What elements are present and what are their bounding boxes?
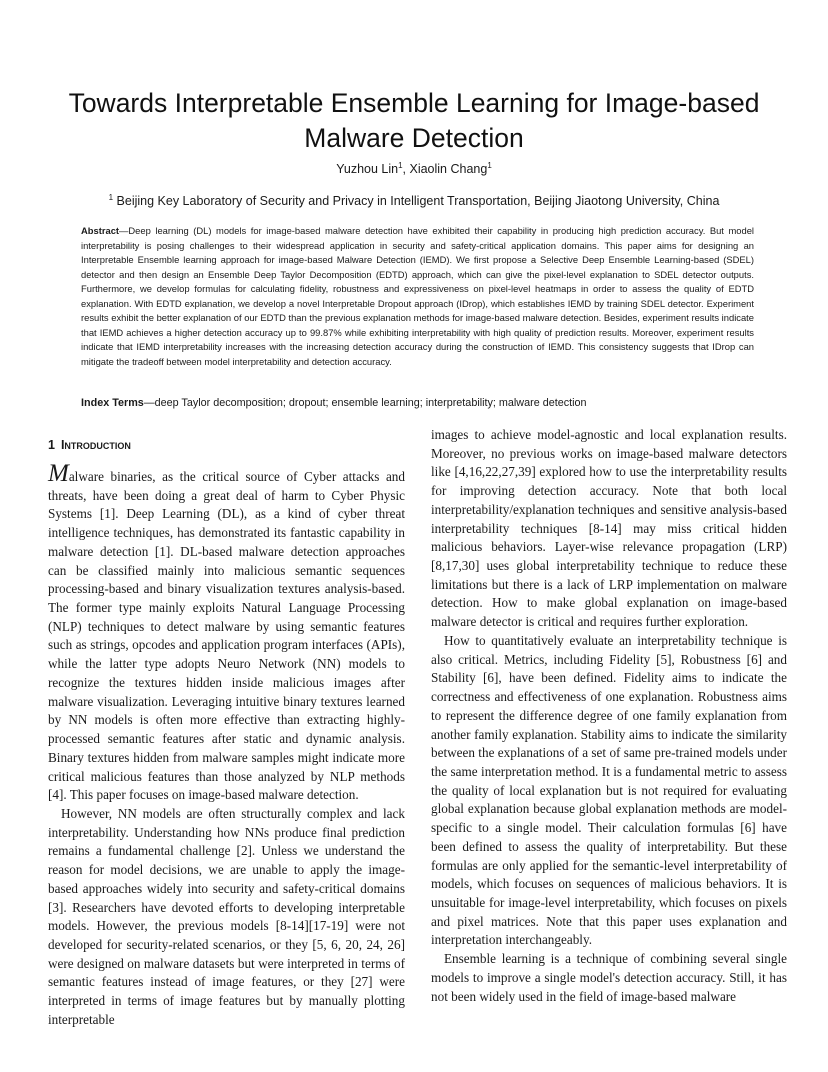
left-column — [48, 460, 405, 1030]
abstract-text: —Deep learning (DL) models for image-based malware detection have exhibited their capability in producing high prediction accuracy. But model interpretability is posing challenges to their widespread application in security and safety-critical application domains. This paper aims for designing an Interpretable Ensemble learning approach for image-based Malware Detection (IEMD). We first propose a Selective Deep Ensemble Learning-based (SDEL) detector and then design an Ensemble Deep Taylor Decomposition (EDTD) approach, which can give the pixel-level explanation to SDEL detector outputs. Furthermore, we develop formulas for calculating fidelity, robustness and expressiveness on pixel-level heatmaps in order to assess the quality of EDTD explanation. With EDTD explanation, we develop a novel Interpretable Dropout approach (IDrop), which establishes IEMD by training SDEL detector. Experiment results exhibit the better explanation of our EDTD than the previous explanation methods for image-based malware detection. Besides, experiment results indicate that IEMD achieves a higher detection accuracy up to 99.87% while exhibiting interpretability with high quality of prediction results. Moreover, experiment results indicate that IEMD interpretability increases with the increasing detection accuracy during the construction of IEMD. This consistency suggests that IDrop can mitigate the tradeoff between model interpretability and detection accuracy. — [81, 225, 754, 367]
affiliation-mark: 1 — [398, 161, 403, 170]
body-paragraph: However, NN models are often structurally complex and lack interpretability. Understanding how NNs produce final prediction remains a fundamental challenge [2]. Unless we understand the reason for model decisions, we are unable to apply the image-based approaches widely into security and safety-critical domains [3]. Researchers have devoted efforts to developing interpretable models. However, the previous models [8-14][17-19] were not developed for security-related scenarios, or they [5, 6, 20, 24, 26] were designed on malware datasets but were interpreted in terms of semantic features instead of image features, or they [27] were interpreted in terms of image features but by manually plotting interpretable — [48, 805, 405, 1027]
index-terms-label: Index Terms — [81, 397, 144, 409]
body-paragraph — [48, 460, 405, 805]
author-name: Yuzhou Lin — [336, 162, 399, 176]
affiliation-mark: 1 — [487, 161, 492, 170]
body-paragraph: images to achieve model-agnostic and local explanation results. Moreover, no previous works on image-based malware detectors like [4,16,22,27,39] explored how to use the interpretability results for improving detection accuracy. Note that both local interpretability/explanation techniques and sensitive analysis-based interpretability techniques [8-14] may miss critical hidden malicious behaviors. Layer-wise relevance propagation (LRP) [8,17,30] uses global interpretability technique to reduce these limitations but there is a lack of LRP implementation on malware detection. How to make global explanation on image-based malware detector is critical and requires further exploration. — [431, 427, 787, 630]
drop-cap: M — [48, 460, 69, 487]
affiliation-text: Beijing Key Laboratory of Security and Privacy in Intelligent Transportation, Beijing Jiaotong University, China — [116, 194, 720, 208]
affiliation — [0, 194, 828, 208]
section-heading — [48, 438, 131, 452]
index-terms — [81, 397, 761, 409]
author-name: Xiaolin Chang — [409, 162, 488, 176]
body-paragraph: How to quantitatively evaluate an interpretability technique is also critical. Metrics, including Fidelity [5], Robustness [6] and Stability [6], have been defined. Fidelity aims to indicate the correctness and effectiveness of one explanation. Robustness aims to represent the difference degree of one family explanation from another family explanation. Stability aims to indicate the similarity between the explanations of a set of same pre-trained models under the same interpretation method. It is a fundamental metric to assess the quality of local explanation but is not required for evaluating global explanation because global explanation methods are model-specific to a single model. Their calculation formulas [6] have been defined to assess the quality of interpretability. But these formulas are only applied for the semantic-level interpretability of models, which focuses on sequences of malicious behaviors. It is unsuitable for image-level interpretability, which focuses on pixels and pixel matrices. Note that this paper uses explanation and interpretation interchangeably. — [431, 632, 787, 948]
abstract — [81, 224, 754, 369]
paragraph-text: alware binaries, as the critical source of Cyber attacks and threats, have been doing a great deal of harm to Cyber Physic Systems [1]. Deep Learning (DL), as a kind of cyber threat intelligence techniques, has demonstrated its fantastic capability in malware detection [1]. DL-based malware detection approaches can be classified mainly into malicious semantic sequences processing-based and binary visualization textures analysis-based. The former type mainly exploits Natural Language Processing (NLP) techniques to detect malware by using semantic features such as strings, opcodes and application program interfaces (APIs), while the latter type adopts Neuro Network (NN) models to recognize the textures hidden inside malicious images after malware visualization. Leveraging intuitive binary textures learned by NN models is often more effective than extracting highly-processed semantic features after static and dynamic analysis. Binary textures hidden from malware samples might indicate more critical malicious features than those analyzed by NLP methods [4]. This paper focuses on image-based malware detection. — [48, 469, 405, 803]
paper-title: Towards Interpretable Ensemble Learning for Image-based Malware Detection — [68, 88, 760, 153]
abstract-label: Abstract — [81, 225, 120, 236]
body-paragraph: Ensemble learning is a technique of combining several single models to improve a single model's detection accuracy. Still, it has not been widely used in the field of image-based malware — [431, 951, 787, 1004]
author-separator: , — [402, 162, 410, 176]
author-line — [0, 162, 828, 176]
right-column — [431, 426, 787, 1006]
affiliation-mark: 1 — [108, 193, 114, 202]
section-number: 1 — [48, 438, 55, 452]
index-terms-text: —deep Taylor decomposition; dropout; ensemble learning; interpretability; malware detection — [143, 397, 587, 409]
section-title: Introduction — [60, 438, 131, 452]
